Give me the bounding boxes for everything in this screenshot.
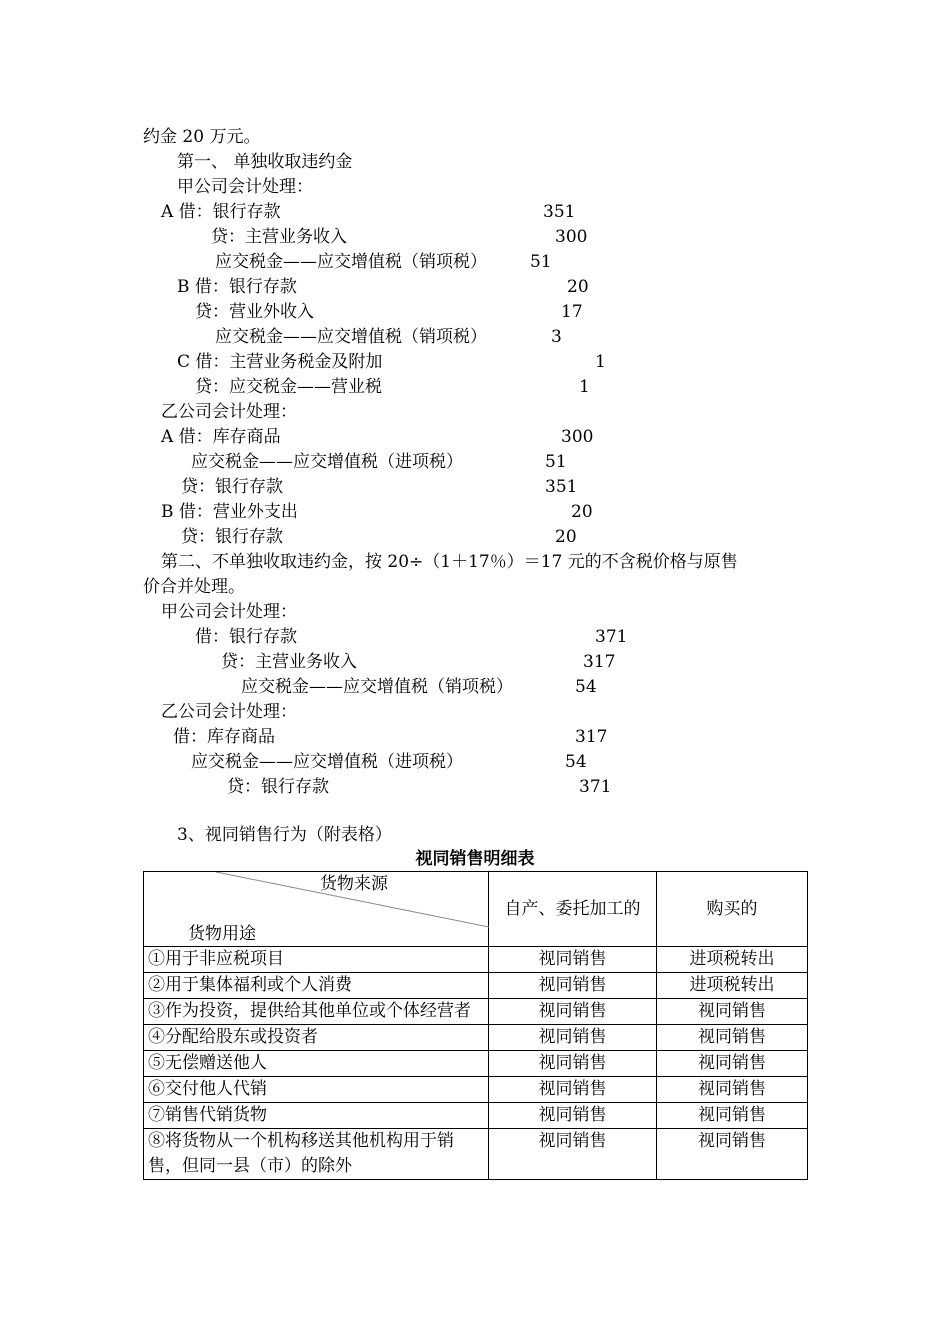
journal-entry: 贷：主营业务收入 bbox=[221, 652, 357, 672]
row-use: ⑧将货物从一个机构移送其他机构用于销售，但同一县（市）的除外 bbox=[144, 1129, 489, 1180]
journal-entry: 应交税金——应交增值税（销项税） bbox=[215, 252, 487, 272]
row-purchased: 进项税转出 bbox=[657, 947, 808, 973]
deemed-sales-table bbox=[143, 871, 808, 1180]
header-use-label: 货物用途 bbox=[188, 924, 256, 944]
amount: 317 bbox=[575, 727, 608, 747]
journal-entry: A 借：库存商品 bbox=[161, 427, 281, 447]
amount: 20 bbox=[555, 527, 577, 547]
text-line: 甲公司会计处理： bbox=[161, 602, 297, 622]
journal-entry: 贷：应交税金——营业税 bbox=[195, 377, 382, 397]
table-row bbox=[144, 1051, 808, 1077]
journal-entry: B 借：银行存款 bbox=[177, 277, 297, 297]
amount: 300 bbox=[555, 227, 588, 247]
amount: 300 bbox=[561, 427, 594, 447]
table-row bbox=[144, 1103, 808, 1129]
table-caption: 视同销售明细表 bbox=[415, 849, 535, 869]
header-self-produced: 自产、委托加工的 bbox=[489, 872, 657, 947]
journal-entry: 贷：银行存款 bbox=[181, 527, 283, 547]
amount: 54 bbox=[565, 752, 587, 772]
row-use: ③作为投资，提供给其他单位或个体经营者 bbox=[144, 999, 489, 1025]
amount: 1 bbox=[579, 377, 590, 397]
table-row bbox=[144, 1025, 808, 1051]
journal-entry: 借：银行存款 bbox=[195, 627, 297, 647]
row-purchased: 视同销售 bbox=[657, 1103, 808, 1129]
journal-entry: 贷：银行存款 bbox=[181, 477, 283, 497]
journal-entry: 应交税金——应交增值税（销项税） bbox=[215, 327, 487, 347]
amount: 51 bbox=[545, 452, 567, 472]
journal-entry: 贷：营业外收入 bbox=[195, 302, 314, 322]
amount: 371 bbox=[579, 777, 612, 797]
amount: 51 bbox=[530, 252, 552, 272]
row-use: ①用于非应税项目 bbox=[144, 947, 489, 973]
row-use: ②用于集体福利或个人消费 bbox=[144, 973, 489, 999]
amount: 54 bbox=[575, 677, 597, 697]
amount: 3 bbox=[551, 327, 562, 347]
row-self-produced: 视同销售 bbox=[489, 1077, 657, 1103]
amount: 1 bbox=[595, 352, 606, 372]
row-purchased: 视同销售 bbox=[657, 1129, 808, 1180]
table-row bbox=[144, 999, 808, 1025]
text-line: 乙公司会计处理： bbox=[161, 702, 297, 722]
table-row bbox=[144, 1077, 808, 1103]
row-self-produced: 视同销售 bbox=[489, 1051, 657, 1077]
amount: 20 bbox=[567, 277, 589, 297]
text-line: 价合并处理。 bbox=[143, 577, 245, 597]
amount: 371 bbox=[595, 627, 628, 647]
header-purchased: 购买的 bbox=[657, 872, 808, 947]
row-self-produced: 视同销售 bbox=[489, 947, 657, 973]
row-purchased: 视同销售 bbox=[657, 999, 808, 1025]
row-use: ⑦销售代销货物 bbox=[144, 1103, 489, 1129]
row-purchased: 视同销售 bbox=[657, 1077, 808, 1103]
table-row bbox=[144, 973, 808, 999]
row-use: ⑥交付他人代销 bbox=[144, 1077, 489, 1103]
section-heading: 3、视同销售行为（附表格） bbox=[177, 825, 392, 845]
row-purchased: 视同销售 bbox=[657, 1051, 808, 1077]
header-source-label: 货物来源 bbox=[320, 874, 388, 894]
journal-entry: 应交税金——应交增值税（销项税） bbox=[241, 677, 513, 697]
table-row bbox=[144, 1129, 808, 1180]
row-self-produced: 视同销售 bbox=[489, 1129, 657, 1180]
row-use: ④分配给股东或投资者 bbox=[144, 1025, 489, 1051]
text-line: 乙公司会计处理： bbox=[161, 402, 297, 422]
journal-entry: 应交税金——应交增值税（进项税） bbox=[191, 752, 463, 772]
row-self-produced: 视同销售 bbox=[489, 973, 657, 999]
amount: 17 bbox=[561, 302, 583, 322]
section-heading: 第一、 单独收取违约金 bbox=[177, 152, 353, 172]
journal-entry: 应交税金——应交增值税（进项税） bbox=[191, 452, 463, 472]
amount: 351 bbox=[545, 477, 578, 497]
journal-entry: 贷：银行存款 bbox=[227, 777, 329, 797]
section-heading: 第二、不单独收取违约金，按 20÷（1＋17％）＝17 元的不含税价格与原售 bbox=[161, 552, 738, 572]
row-self-produced: 视同销售 bbox=[489, 1103, 657, 1129]
journal-entry: 借：库存商品 bbox=[173, 727, 275, 747]
journal-entry: A 借：银行存款 bbox=[161, 202, 281, 222]
text-line: 约金 20 万元。 bbox=[143, 127, 261, 147]
journal-entry: C 借：主营业务税金及附加 bbox=[177, 352, 383, 372]
amount: 317 bbox=[583, 652, 616, 672]
table-row bbox=[144, 947, 808, 973]
row-self-produced: 视同销售 bbox=[489, 1025, 657, 1051]
row-purchased: 进项税转出 bbox=[657, 973, 808, 999]
journal-entry: 贷：主营业务收入 bbox=[211, 227, 347, 247]
table-header-row bbox=[144, 872, 808, 947]
amount: 351 bbox=[543, 202, 576, 222]
row-use: ⑤无偿赠送他人 bbox=[144, 1051, 489, 1077]
row-purchased: 视同销售 bbox=[657, 1025, 808, 1051]
amount: 20 bbox=[571, 502, 593, 522]
row-self-produced: 视同销售 bbox=[489, 999, 657, 1025]
journal-entry: B 借：营业外支出 bbox=[161, 502, 298, 522]
text-line: 甲公司会计处理： bbox=[177, 177, 313, 197]
diagonal-header-cell bbox=[144, 872, 489, 947]
